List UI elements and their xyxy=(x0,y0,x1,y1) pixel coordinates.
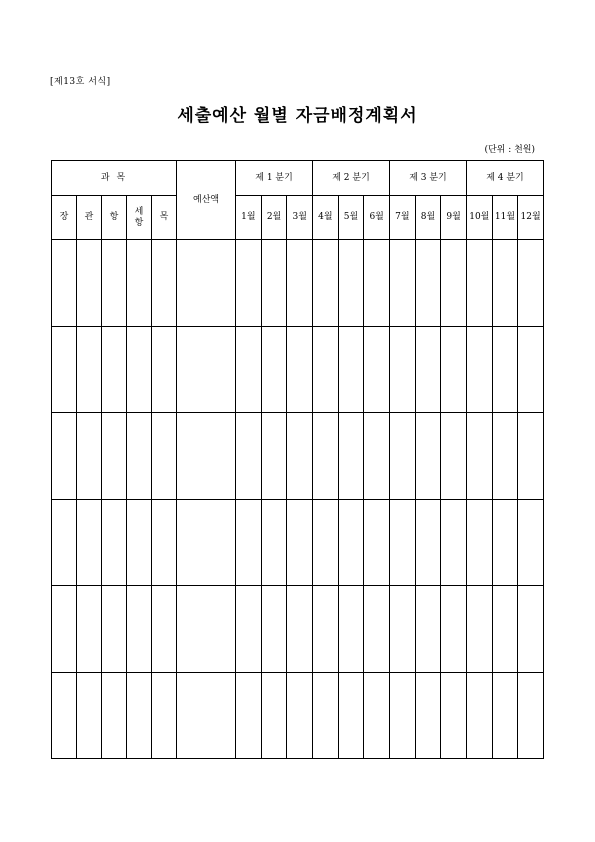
table-cell[interactable] xyxy=(177,413,236,500)
table-cell[interactable] xyxy=(441,240,467,327)
table-cell[interactable] xyxy=(338,499,364,586)
table-cell[interactable] xyxy=(338,326,364,413)
quarter-header: 제 1 분기 xyxy=(236,161,313,196)
table-cell[interactable] xyxy=(127,413,152,500)
month-header: 9월 xyxy=(441,196,467,240)
table-cell[interactable] xyxy=(441,586,467,673)
table-cell[interactable] xyxy=(492,240,518,327)
classification-column-header: 관 xyxy=(77,196,102,240)
table-row xyxy=(52,586,544,673)
table-row xyxy=(52,326,544,413)
table-cell[interactable] xyxy=(77,413,102,500)
table-body xyxy=(52,240,544,759)
table-cell[interactable] xyxy=(364,240,390,327)
table-cell[interactable] xyxy=(313,413,339,500)
table-cell[interactable] xyxy=(261,413,287,500)
classification-column-header: 세항 xyxy=(127,196,152,240)
table-cell[interactable] xyxy=(364,413,390,500)
document-title: 세출예산 월별 자금배정계획서 xyxy=(177,106,418,126)
table-cell[interactable] xyxy=(313,499,339,586)
table-cell[interactable] xyxy=(261,240,287,327)
table-row xyxy=(52,413,544,500)
month-header: 12월 xyxy=(518,196,544,240)
table-cell[interactable] xyxy=(466,586,492,673)
table-cell[interactable] xyxy=(415,586,441,673)
table-cell[interactable] xyxy=(287,413,313,500)
table-cell[interactable] xyxy=(236,240,262,327)
table-cell[interactable] xyxy=(415,672,441,759)
table-cell[interactable] xyxy=(492,326,518,413)
table-cell[interactable] xyxy=(236,499,262,586)
table-cell[interactable] xyxy=(127,499,152,586)
table-cell[interactable] xyxy=(77,586,102,673)
month-header: 3월 xyxy=(287,196,313,240)
table-cell[interactable] xyxy=(518,672,544,759)
table-cell[interactable] xyxy=(261,672,287,759)
table-cell[interactable] xyxy=(102,240,127,327)
quarter-header: 제 2 분기 xyxy=(313,161,390,196)
table-cell[interactable] xyxy=(390,413,416,500)
unit-label: (단위 : 천원) xyxy=(484,145,535,155)
table-cell[interactable] xyxy=(152,326,177,413)
quarter-header: 제 4 분기 xyxy=(466,161,543,196)
table-cell[interactable] xyxy=(492,672,518,759)
table-row xyxy=(52,499,544,586)
table-cell[interactable] xyxy=(518,240,544,327)
form-number: [제13호 서식] xyxy=(50,77,111,87)
table-cell[interactable] xyxy=(313,586,339,673)
classification-column-header: 장 xyxy=(52,196,77,240)
table-cell[interactable] xyxy=(236,672,262,759)
table-cell[interactable] xyxy=(364,326,390,413)
month-header: 2월 xyxy=(261,196,287,240)
classification-column-header: 목 xyxy=(152,196,177,240)
table-cell[interactable] xyxy=(152,499,177,586)
table-cell[interactable] xyxy=(102,413,127,500)
table-cell[interactable] xyxy=(261,326,287,413)
table-cell[interactable] xyxy=(261,586,287,673)
table-cell[interactable] xyxy=(177,586,236,673)
table-cell[interactable] xyxy=(52,240,77,327)
table-cell[interactable] xyxy=(441,672,467,759)
table-cell[interactable] xyxy=(52,413,77,500)
table-cell[interactable] xyxy=(177,499,236,586)
table-cell[interactable] xyxy=(441,326,467,413)
month-header: 6월 xyxy=(364,196,390,240)
table-cell[interactable] xyxy=(236,326,262,413)
table-cell[interactable] xyxy=(127,240,152,327)
table-cell[interactable] xyxy=(287,499,313,586)
table-cell[interactable] xyxy=(52,586,77,673)
table-cell[interactable] xyxy=(390,586,416,673)
table-cell[interactable] xyxy=(177,326,236,413)
table-cell[interactable] xyxy=(77,672,102,759)
table-cell[interactable] xyxy=(338,240,364,327)
table-cell[interactable] xyxy=(261,499,287,586)
table-cell[interactable] xyxy=(518,413,544,500)
table-cell[interactable] xyxy=(102,326,127,413)
table-cell[interactable] xyxy=(287,586,313,673)
table-cell[interactable] xyxy=(390,240,416,327)
table-cell[interactable] xyxy=(152,240,177,327)
month-header: 11월 xyxy=(492,196,518,240)
table-cell[interactable] xyxy=(102,672,127,759)
table-cell[interactable] xyxy=(102,586,127,673)
table-cell[interactable] xyxy=(287,326,313,413)
table-cell[interactable] xyxy=(492,586,518,673)
table-cell[interactable] xyxy=(177,240,236,327)
table-cell[interactable] xyxy=(338,586,364,673)
table-cell[interactable] xyxy=(77,326,102,413)
table-cell[interactable] xyxy=(364,499,390,586)
table-cell[interactable] xyxy=(152,413,177,500)
allocation-table xyxy=(51,160,544,759)
table-cell[interactable] xyxy=(287,240,313,327)
month-header: 7월 xyxy=(390,196,416,240)
table-cell[interactable] xyxy=(441,499,467,586)
table-cell[interactable] xyxy=(102,499,127,586)
table-cell[interactable] xyxy=(313,672,339,759)
classification-header: 과 목 xyxy=(52,161,177,196)
table-cell[interactable] xyxy=(390,672,416,759)
table-cell[interactable] xyxy=(466,499,492,586)
table-cell[interactable] xyxy=(390,499,416,586)
table-cell[interactable] xyxy=(518,326,544,413)
budget-amount-header: 예산액 xyxy=(177,161,236,240)
table-cell[interactable] xyxy=(364,672,390,759)
month-header: 5월 xyxy=(338,196,364,240)
table-cell[interactable] xyxy=(236,586,262,673)
table-cell[interactable] xyxy=(52,326,77,413)
table-cell[interactable] xyxy=(466,326,492,413)
table-cell[interactable] xyxy=(313,326,339,413)
table-cell[interactable] xyxy=(390,326,416,413)
table-cell[interactable] xyxy=(127,672,152,759)
table-cell[interactable] xyxy=(177,672,236,759)
table-cell[interactable] xyxy=(364,586,390,673)
table-cell[interactable] xyxy=(415,240,441,327)
table-cell[interactable] xyxy=(518,586,544,673)
table-cell[interactable] xyxy=(492,499,518,586)
table-cell[interactable] xyxy=(415,413,441,500)
quarter-header: 제 3 분기 xyxy=(390,161,467,196)
table-cell[interactable] xyxy=(127,586,152,673)
table-cell[interactable] xyxy=(77,499,102,586)
table-cell[interactable] xyxy=(313,240,339,327)
month-header: 8월 xyxy=(415,196,441,240)
month-header: 4월 xyxy=(313,196,339,240)
table-cell[interactable] xyxy=(466,672,492,759)
table-row xyxy=(52,672,544,759)
table-cell[interactable] xyxy=(287,672,313,759)
table-cell[interactable] xyxy=(415,326,441,413)
table-cell[interactable] xyxy=(236,413,262,500)
table-cell[interactable] xyxy=(52,672,77,759)
table-cell[interactable] xyxy=(338,672,364,759)
table-cell[interactable] xyxy=(52,499,77,586)
month-header: 1월 xyxy=(236,196,262,240)
table-cell[interactable] xyxy=(127,326,152,413)
table-cell[interactable] xyxy=(466,240,492,327)
table-cell[interactable] xyxy=(466,413,492,500)
table-cell[interactable] xyxy=(518,499,544,586)
table-cell[interactable] xyxy=(415,499,441,586)
table-cell[interactable] xyxy=(152,672,177,759)
table-row xyxy=(52,240,544,327)
table-cell[interactable] xyxy=(338,413,364,500)
table-cell[interactable] xyxy=(492,413,518,500)
table-cell[interactable] xyxy=(152,586,177,673)
classification-column-header: 항 xyxy=(102,196,127,240)
month-header: 10월 xyxy=(466,196,492,240)
table-cell[interactable] xyxy=(77,240,102,327)
table-cell[interactable] xyxy=(441,413,467,500)
